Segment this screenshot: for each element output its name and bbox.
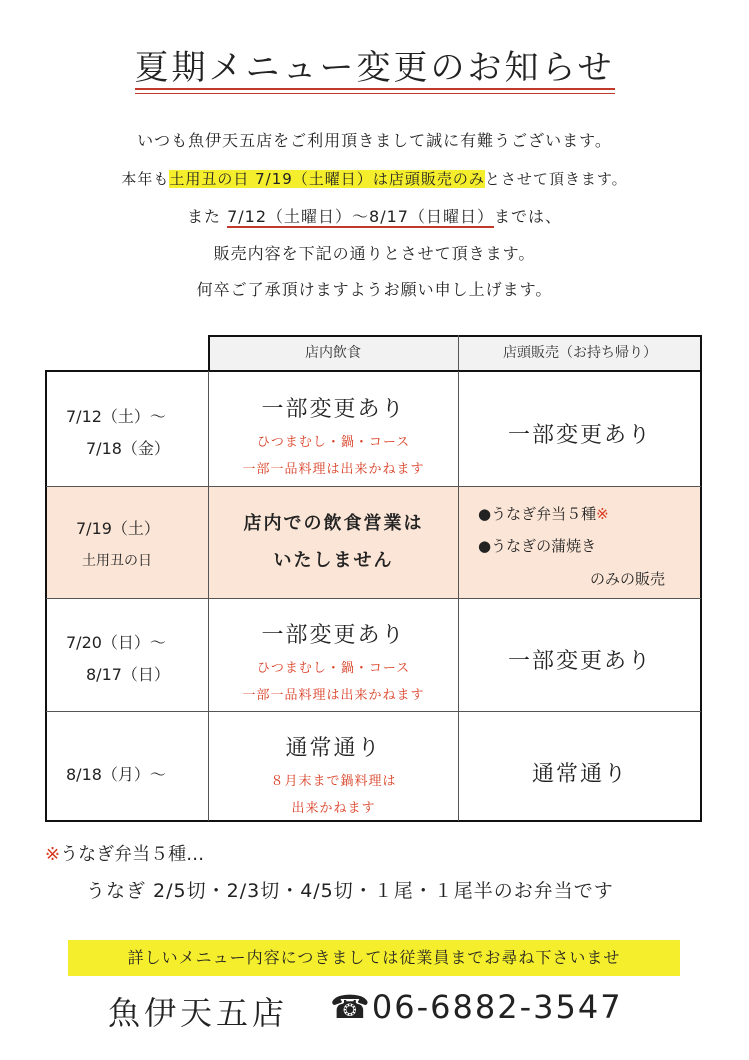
row4-dine-note2: 出来かねます	[291, 801, 376, 816]
row3-takeout-status: 一部変更あり	[507, 649, 652, 674]
intro-line-3-post: までは、	[493, 207, 562, 226]
row4-dine-status: 通常通り	[285, 736, 382, 761]
row2-dine-line2: いたしません	[273, 550, 394, 571]
bento-note-text: うなぎ弁当５種…	[60, 844, 205, 865]
row-divider-3	[46, 711, 701, 712]
row3-date-end: 8/17（日）	[86, 665, 170, 684]
row4-dine-note1: ８月末まで鍋料理は	[270, 774, 397, 789]
row1-dine-status: 一部変更あり	[261, 397, 406, 422]
title-underline-thin	[135, 93, 615, 94]
intro-line-3	[0, 204, 749, 227]
intro-line-1: いつも魚伊天五店をご利用頂きまして誠に有難うございます。	[137, 131, 612, 150]
row2-doyou-label: 土用丑の日	[82, 553, 152, 569]
intro-line-2-pre: 本年も	[121, 170, 170, 188]
title-underline	[135, 88, 615, 90]
bento-note-detail: うなぎ 2/5切・2/3切・4/5切・１尾・１尾半のお弁当です	[86, 880, 614, 902]
phone-icon: ☎	[330, 988, 372, 1026]
intro-line-2	[0, 168, 749, 189]
row2-take-item1	[478, 503, 609, 524]
phone-number-text: 06-6882-3547	[371, 988, 623, 1026]
row3-dine-status: 一部変更あり	[261, 623, 406, 648]
row2-take-item2: ●うなぎの蒲焼き	[478, 537, 597, 555]
bento-note-title	[45, 840, 204, 866]
row-divider-2	[46, 598, 701, 599]
row2-date: 7/19（土）	[76, 519, 160, 538]
row1-date-start: 7/12（土）～	[66, 407, 166, 426]
intro-line-5: 何卒ご了承頂けますようお願い申し上げます。	[196, 280, 553, 299]
row1-dine-note2: 一部一品料理は出来かねます	[242, 462, 425, 477]
intro-line-3-pre: また	[187, 207, 222, 226]
intro-line-2-post: とさせて頂きます。	[484, 170, 628, 188]
row1-date-end: 7/18（金）	[86, 439, 170, 458]
row2-take-item3: のみの販売	[590, 570, 666, 588]
row4-takeout-status: 通常通り	[531, 762, 628, 787]
page-title: 夏期メニュー変更のお知らせ	[134, 48, 615, 88]
bento-note-mark: ※	[45, 844, 61, 865]
intro-line-4: 販売内容を下記の通りとさせて頂きます。	[213, 244, 536, 263]
row-divider-1	[46, 486, 701, 487]
row2-take-item1-text: ●うなぎ弁当５種	[478, 505, 597, 523]
row2-dine-line1: 店内での飲食営業は	[243, 513, 424, 534]
header-takeout: 店頭販売（お持ち帰り）	[503, 345, 657, 361]
intro-period-underline: 7/12（土曜日）～8/17（日曜日）	[227, 207, 494, 226]
phone-number	[330, 988, 623, 1026]
row2-take-item1-mark: ※	[596, 505, 609, 523]
row1-takeout-status: 一部変更あり	[507, 423, 652, 448]
row3-dine-note2: 一部一品料理は出来かねます	[242, 688, 425, 703]
row3-dine-note1: ひつまむし・鍋・コース	[256, 661, 411, 676]
row1-dine-note1: ひつまむし・鍋・コース	[256, 435, 411, 450]
header-divider	[458, 335, 459, 372]
row3-date-start: 7/20（日）～	[66, 633, 166, 652]
row4-date: 8/18（月）～	[66, 765, 166, 784]
header-dine-in: 店内飲食	[305, 345, 361, 361]
intro-highlight: 土用丑の日 7/19（土曜日）は店頭販売のみ	[169, 170, 485, 188]
shop-name: 魚伊天五店	[108, 994, 289, 1032]
inquiry-banner: 詳しいメニュー内容につきましては従業員までお尋ね下さいませ	[68, 940, 680, 976]
